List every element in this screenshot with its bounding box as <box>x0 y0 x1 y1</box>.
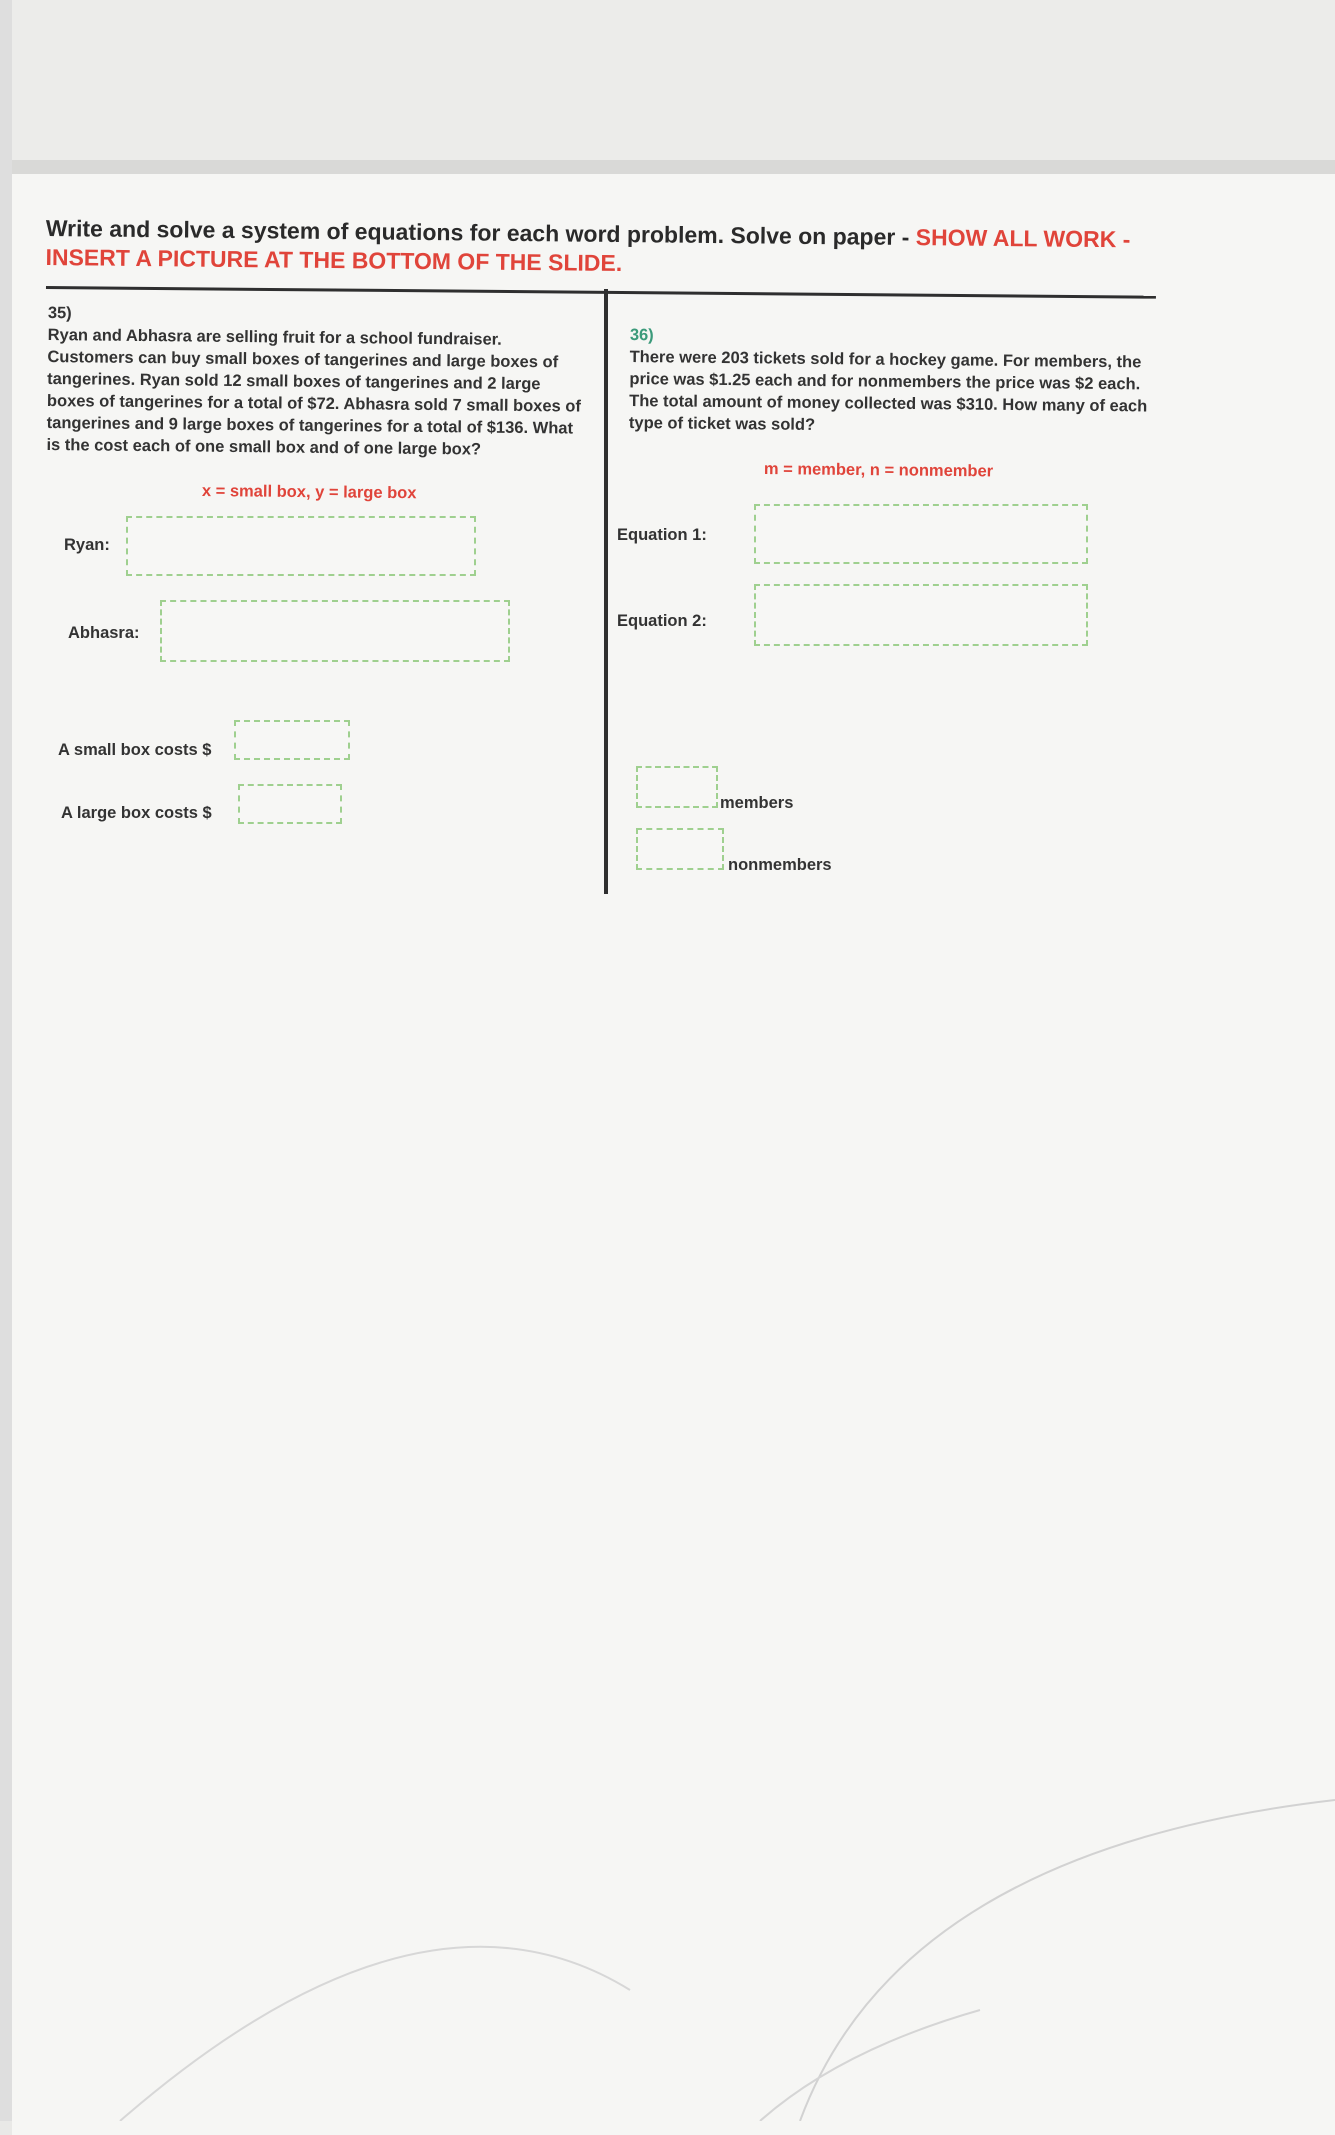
problem-35-hint: x = small box, y = large box <box>201 482 417 503</box>
equation-2-label: Equation 2: <box>617 612 707 630</box>
large-box-cost-label: A large box costs $ <box>61 804 212 822</box>
ryan-label: Ryan: <box>64 536 110 554</box>
members-label: members <box>720 794 794 812</box>
equation-1-label: Equation 1: <box>617 526 707 544</box>
nonmembers-label: nonmembers <box>728 856 832 874</box>
problem-36-body: There were 203 tickets sold for a hockey game. For members, the price was $1.25 each and for nonmembers the price was $2 each. The total amount of money collected was $310. How many of each type of ticket was sold? <box>628 347 1148 434</box>
problem-35-number: 35) <box>47 303 72 323</box>
abhasra-label: Abhasra: <box>68 624 140 642</box>
small-box-cost-label: A small box costs $ <box>58 741 212 759</box>
problem-35-body: Ryan and Abhasra are selling fruit for a school fundraiser. Customers can buy small boxes of tangerines and large boxes of tangerines. Ryan sold 12 small boxes of tangerines and 2 large boxes of tangerines for a total of $72. Abhasra sold 7 small boxes of tangerines and 9 large boxes of tangerines for a total of $136. What is the cost each of one small box and of one large box? <box>46 325 581 459</box>
title-instructions: Write and solve a system of equations for each word problem. Solve on paper - <box>45 214 916 251</box>
title-warning: SHOW ALL WORK - INSERT A PICTURE AT THE BOTTOM OF THE SLIDE. <box>45 224 1131 277</box>
problem-36-number: 36) <box>629 325 654 345</box>
problem-36-hint: m = member, n = nonmember <box>763 460 994 481</box>
